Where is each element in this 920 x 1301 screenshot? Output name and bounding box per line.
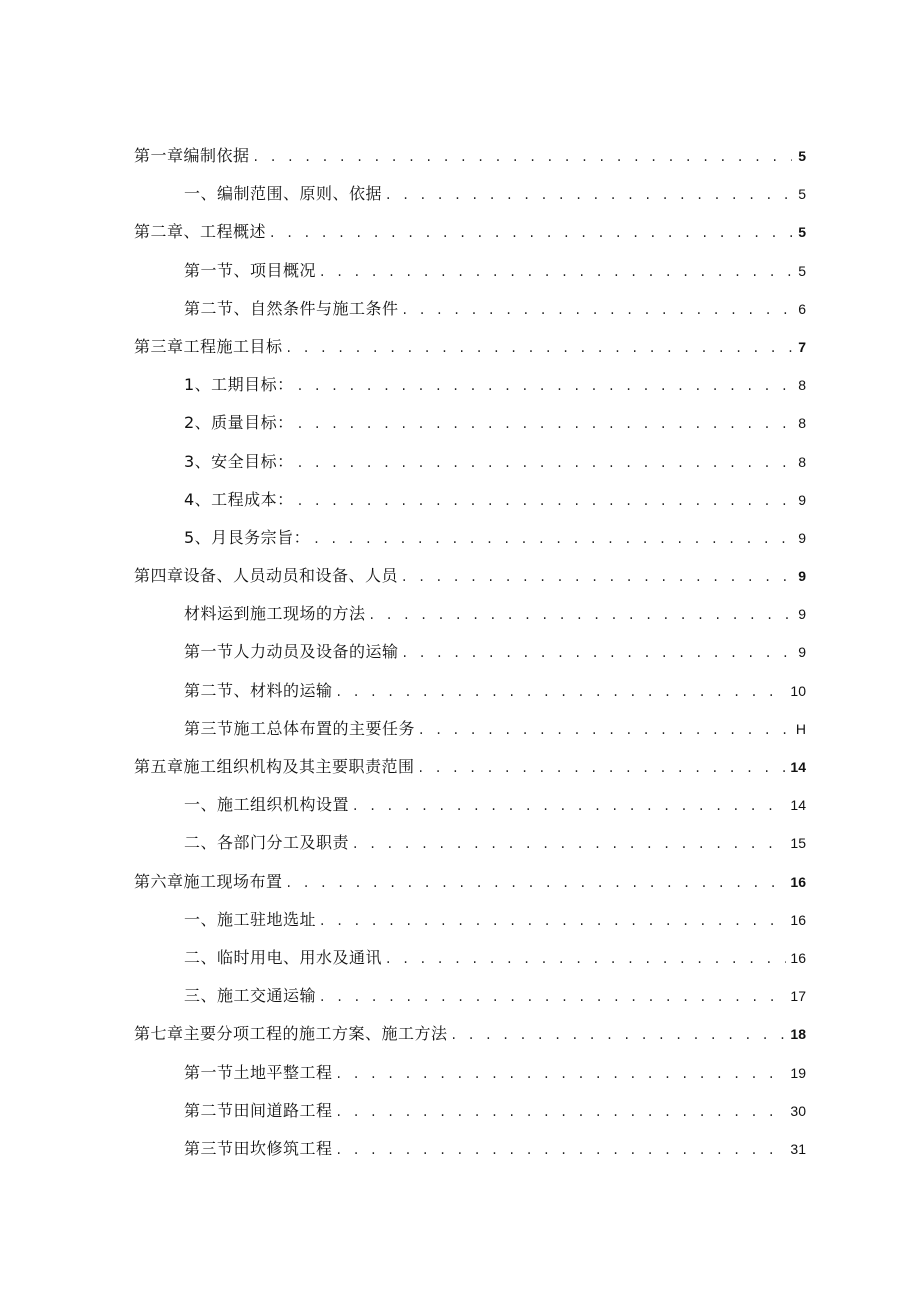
toc-dot-leader <box>314 520 792 558</box>
toc-entry-title: 三、施工交通运输 <box>184 986 317 1006</box>
toc-entry[interactable] <box>134 1092 806 1130</box>
toc-dot-leader <box>386 176 792 214</box>
toc-entry-title: 材料运到施工现场的方法 <box>184 604 366 624</box>
toc-entry-chapter-6[interactable] <box>134 863 806 901</box>
toc-entry-chapter-5[interactable] <box>134 748 806 786</box>
toc-entry-page: 19 <box>790 1064 806 1081</box>
toc-entry-page: 8 <box>798 415 806 432</box>
toc-dot-leader <box>287 864 787 902</box>
toc-entry-page: 9 <box>798 644 806 661</box>
toc-dot-leader <box>403 634 792 672</box>
toc-dot-leader <box>320 902 786 940</box>
toc-entry-page: 7 <box>798 338 806 355</box>
toc-entry-chapter-2[interactable] <box>134 213 806 251</box>
toc-dot-leader <box>370 596 792 634</box>
toc-dot-leader <box>337 1131 787 1169</box>
toc-dot-leader <box>353 787 786 825</box>
toc-entry[interactable] <box>134 786 806 824</box>
toc-entry-title: 第六章施工现场布置 <box>134 871 283 891</box>
toc-entry[interactable] <box>134 710 806 748</box>
toc-entry-title: 第二节田间道路工程 <box>184 1100 333 1120</box>
toc-entry[interactable] <box>134 1130 806 1168</box>
toc-entry-title: 4、工程成本： <box>184 489 294 509</box>
toc-entry-page: 9 <box>798 568 806 585</box>
toc-entry-title: 一、施工驻地选址 <box>184 909 317 929</box>
toc-entry[interactable] <box>134 404 806 442</box>
toc-entry-title: 第一节人力动员及设备的运输 <box>184 642 399 662</box>
toc-entry-title: 1、工期目标： <box>184 375 294 395</box>
toc-entry-page: 9 <box>798 491 806 508</box>
toc-entry-title: 第二章、工程概述 <box>134 222 267 242</box>
toc-entry[interactable] <box>134 519 806 557</box>
toc-entry-page: 8 <box>798 377 806 394</box>
toc-entry[interactable] <box>134 175 806 213</box>
toc-entry[interactable] <box>134 443 806 481</box>
toc-entry[interactable] <box>134 672 806 710</box>
toc-entry[interactable] <box>134 252 806 290</box>
toc-entry-title: 第一节、项目概况 <box>184 260 317 280</box>
toc-entry-chapter-1[interactable] <box>134 137 806 175</box>
toc-entry-page: 5 <box>798 224 806 241</box>
toc-entry-title: 第三节田坎修筑工程 <box>184 1138 333 1158</box>
toc-dot-leader <box>298 405 792 443</box>
toc-entry-page: H <box>795 720 806 737</box>
toc-dot-leader <box>353 825 786 863</box>
toc-dot-leader <box>298 367 792 405</box>
toc-dot-leader <box>452 1016 787 1054</box>
toc-entry[interactable] <box>134 901 806 939</box>
toc-entry-page: 16 <box>790 873 806 890</box>
toc-entry-page: 16 <box>790 911 806 928</box>
toc-entry-page: 10 <box>790 682 806 699</box>
toc-dot-leader <box>337 1093 787 1131</box>
toc-dot-leader <box>254 138 792 176</box>
toc-entry-chapter-3[interactable] <box>134 328 806 366</box>
toc-entry-title: 第二节、自然条件与施工条件 <box>184 298 399 318</box>
toc-entry-chapter-4[interactable] <box>134 557 806 595</box>
toc-dot-leader <box>287 329 792 367</box>
toc-entry-page: 14 <box>790 759 806 775</box>
toc-dot-leader <box>337 1055 787 1093</box>
toc-entry-title: 第一章编制依据 <box>134 146 250 165</box>
table-of-contents <box>134 137 806 1168</box>
toc-entry[interactable] <box>134 633 806 671</box>
toc-entry-page: 5 <box>798 186 806 203</box>
toc-entry-title: 第一节土地平整工程 <box>184 1062 333 1082</box>
toc-dot-leader <box>320 253 792 291</box>
toc-entry-page: 6 <box>798 300 806 317</box>
toc-entry[interactable] <box>134 977 806 1015</box>
toc-entry[interactable] <box>134 290 806 328</box>
toc-dot-leader <box>402 558 792 596</box>
toc-entry[interactable] <box>134 939 806 977</box>
toc-entry-title: 二、临时用电、用水及通讯 <box>184 947 383 967</box>
toc-entry-title: 3、安全目标： <box>184 451 294 471</box>
toc-entry-page: 16 <box>790 949 806 966</box>
toc-dot-leader <box>298 444 792 482</box>
toc-dot-leader <box>298 482 792 520</box>
toc-entry-page: 9 <box>798 529 806 546</box>
toc-entry-page: 30 <box>790 1102 806 1119</box>
toc-entry-page: 5 <box>798 148 806 164</box>
toc-entry-title: 5、月艮务宗旨： <box>184 527 311 547</box>
toc-entry-title: 第二节、材料的运输 <box>184 680 333 700</box>
toc-dot-leader <box>320 978 786 1016</box>
toc-entry-title: 2、质量目标： <box>184 413 294 433</box>
toc-entry-title: 第三章工程施工目标 <box>134 336 283 356</box>
toc-entry-title: 二、各部门分工及职责 <box>184 833 350 853</box>
toc-entry-chapter-7[interactable] <box>134 1015 806 1053</box>
toc-entry[interactable] <box>134 824 806 862</box>
toc-entry-page: 18 <box>790 1026 806 1043</box>
toc-entry[interactable] <box>134 595 806 633</box>
toc-entry-title: 第三节施工总体布置的主要任务 <box>184 718 416 738</box>
toc-dot-leader <box>386 940 786 978</box>
toc-entry-page: 14 <box>790 797 806 814</box>
toc-entry-title: 第七章主要分项工程的施工方案、施工方法 <box>134 1024 448 1044</box>
toc-dot-leader <box>419 749 787 787</box>
toc-dot-leader <box>270 214 792 252</box>
toc-entry-title: 第五章施工组织机构及其主要职责范围 <box>134 757 415 776</box>
toc-entry-title: 一、施工组织机构设置 <box>184 795 350 815</box>
toc-entry[interactable] <box>134 1054 806 1092</box>
toc-entry-page: 15 <box>790 835 806 852</box>
toc-dot-leader <box>337 673 787 711</box>
toc-dot-leader <box>403 291 792 329</box>
toc-entry[interactable] <box>134 366 806 404</box>
toc-entry-page: 9 <box>798 606 806 623</box>
toc-entry-page: 8 <box>798 453 806 470</box>
toc-entry-title: 第四章设备、人员动员和设备、人员 <box>134 566 399 586</box>
toc-entry-page: 5 <box>798 262 806 279</box>
toc-entry-title: 一、编制范围、原则、依据 <box>184 184 383 204</box>
toc-entry-page: 31 <box>790 1140 806 1157</box>
toc-dot-leader <box>419 711 792 749</box>
toc-entry[interactable] <box>134 481 806 519</box>
toc-entry-page: 17 <box>790 988 806 1005</box>
